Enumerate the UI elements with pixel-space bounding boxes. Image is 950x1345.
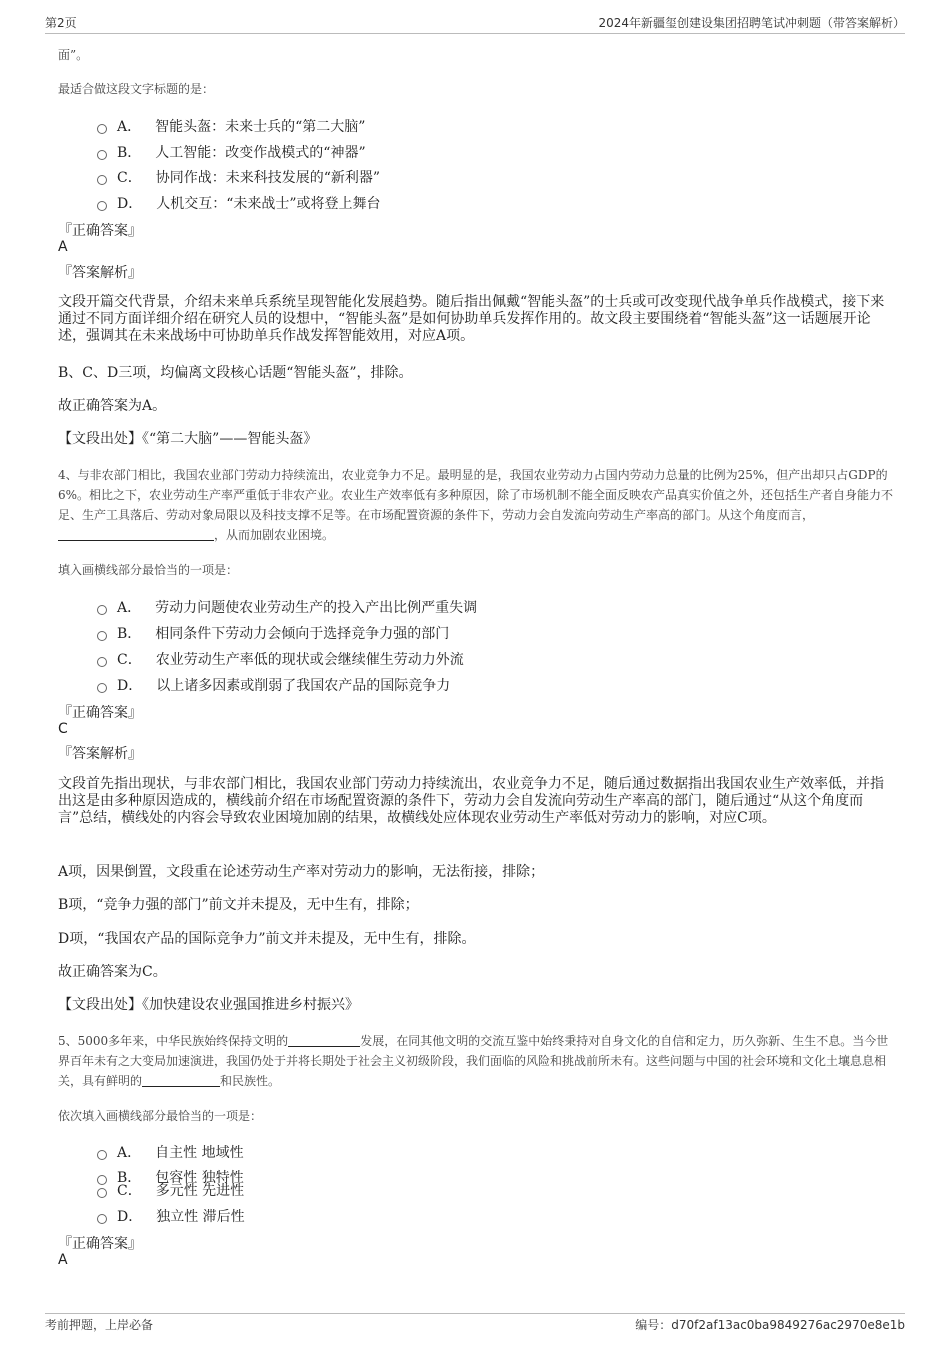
radio-icon[interactable] [97, 1214, 107, 1224]
q5-blank-1 [288, 1034, 360, 1047]
q5-blank-2 [142, 1074, 220, 1087]
q5-option-b[interactable]: B． 包容性 独特性 [97, 1167, 244, 1187]
q3-source: 【文段出处】《“第二大脑”——智能头盔》 [58, 431, 318, 447]
q3-tail: 面”。 [58, 48, 89, 62]
q4-answer-title: 『正确答案』 [58, 705, 142, 721]
q4-prompt: 填入画横线部分最恰当的一项是： [58, 563, 239, 577]
radio-icon[interactable] [97, 150, 107, 160]
document-title: 2024年新疆玺创建设集团招聘笔试冲刺题（带答案解析） [598, 16, 905, 30]
q4-conclusion: 故正确答案为C。 [58, 964, 167, 980]
q4-option-c[interactable]: C． 农业劳动生产率低的现状或会继续催生劳动力外流 [97, 649, 464, 669]
radio-icon[interactable] [97, 1150, 107, 1160]
q5-option-a[interactable]: A． 自主性 地域性 [97, 1142, 244, 1162]
q3-option-b[interactable]: B． 人工智能：改变作战模式的“神器” [97, 142, 366, 162]
q3-option-c[interactable]: C． 协同作战：未来科技发展的“新利器” [97, 167, 380, 187]
q3-option-a[interactable]: A． 智能头盔：未来士兵的“第二大脑” [97, 116, 365, 136]
q4-answer: C [58, 721, 68, 737]
footer-code: 编号：d70f2af13ac0ba9849276ac2970e8e1b [635, 1318, 905, 1332]
q3-option-d[interactable]: D． 人机交互：“未来战士”或将登上舞台 [97, 193, 381, 213]
q5-answer: A [58, 1252, 68, 1268]
q4-analysis-d: D项，“我国农产品的国际竞争力”前文并未提及，无中生有，排除。 [58, 931, 476, 947]
radio-icon[interactable] [97, 631, 107, 641]
radio-icon[interactable] [97, 124, 107, 134]
radio-icon[interactable] [97, 657, 107, 667]
q3-analysis-paragraph: 文段开篇交代背景，介绍未来单兵系统呈现智能化发展趋势。随后指出佩戴“智能头盔”的士兵或可改变现代战争单兵作战模式，接下来通过不同方面详细介绍在研究人员的设想中，“智能头盔”是如何协助单兵发挥作用的。故文段主要围绕着“智能头盔”这一话题展开论述，强调其在未来战场中可协助单兵作战发挥智能效用，对应A项。 [58, 294, 885, 344]
radio-icon[interactable] [97, 1188, 107, 1198]
q5-answer-title: 『正确答案』 [58, 1236, 142, 1252]
footer-divider [45, 1313, 905, 1314]
q3-analysis-line: B、C、D三项，均偏离文段核心话题“智能头盔”，排除。 [58, 365, 413, 381]
q4-source: 【文段出处】《加快建设农业强国推进乡村振兴》 [58, 997, 359, 1013]
q4-option-a[interactable]: A． 劳动力问题使农业劳动生产的投入产出比例严重失调 [97, 597, 477, 617]
q4-blank [58, 528, 214, 541]
radio-icon[interactable] [97, 201, 107, 211]
q4-option-d[interactable]: D． 以上诸多因素或削弱了我国农产品的国际竞争力 [97, 675, 450, 695]
q5-option-c[interactable]: C． 多元性 先进性 [97, 1180, 244, 1200]
q3-prompt: 最适合做这段文字标题的是： [58, 82, 215, 96]
radio-icon[interactable] [97, 175, 107, 185]
q3-conclusion: 故正确答案为A。 [58, 398, 167, 414]
q3-answer: A [58, 239, 68, 255]
q3-answer-title: 『正确答案』 [58, 223, 142, 239]
page-number: 第2页 [45, 16, 77, 30]
q5-stem: 5、5000多年来，中华民族始终保持文明的 发展，在同其他文明的交流互鉴中始终秉持对自身文化的自信和定力，历久弥新、生生不息。当今世界百年未有之大变局加速演进，我国仍处于并将长期处于社会主义初级阶段，我们面临的风险和挑战前所未有。这些问题与中国的社会环境和文化土壤息息相关，具有鲜明的 和民族性。 [58, 1034, 889, 1088]
q3-analysis-title: 『答案解析』 [58, 265, 142, 281]
radio-icon[interactable] [97, 683, 107, 693]
q4-stem: 4、与非农部门相比，我国农业部门劳动力持续流出，农业竞争力不足。最明显的是，我国农业劳动力占国内劳动力总量的比例为25%，但产出却只占GDP的6%。相比之下，农业劳动生产率严重低于非农产业。农业生产效率低有多种原因，除了市场机制不能全面反映农产品真实价值之外，还包括生产者自身能力不足、生产工具落后、劳动对象局限以及科技支撑不足等。在市场配置资源的条件下，劳动力会自发流向劳动生产率高的部门。从这个角度而言，，从而加剧农业困境。 [58, 468, 894, 542]
q5-option-d[interactable]: D． 独立性 滞后性 [97, 1206, 245, 1226]
footer-slogan: 考前押题，上岸必备 [45, 1318, 154, 1332]
q5-prompt: 依次填入画横线部分最恰当的一项是： [58, 1109, 263, 1123]
q4-analysis-b: B项，“竞争力强的部门”前文并未提及，无中生有，排除； [58, 897, 419, 913]
q4-analysis-paragraph: 文段首先指出现状，与非农部门相比，我国农业部门劳动力持续流出，农业竞争力不足，随后通过数据指出我国农业生产效率低，并指出这是由多种原因造成的，横线前介绍在市场配置资源的条件下，劳动力会自发流向劳动生产率高的部门，随后通过“从这个角度而言”总结，横线处的内容会导致农业困境加剧的结果，故横线处应体现农业劳动生产率低对劳动力的影响，对应C项。 [58, 776, 884, 826]
q4-analysis-a: A项，因果倒置，文段重在论述劳动生产率对劳动力的影响，无法衔接，排除； [58, 864, 545, 880]
q4-option-b[interactable]: B． 相同条件下劳动力会倾向于选择竞争力强的部门 [97, 623, 449, 643]
q4-analysis-title: 『答案解析』 [58, 746, 142, 762]
radio-icon[interactable] [97, 605, 107, 615]
header-divider [45, 33, 905, 34]
